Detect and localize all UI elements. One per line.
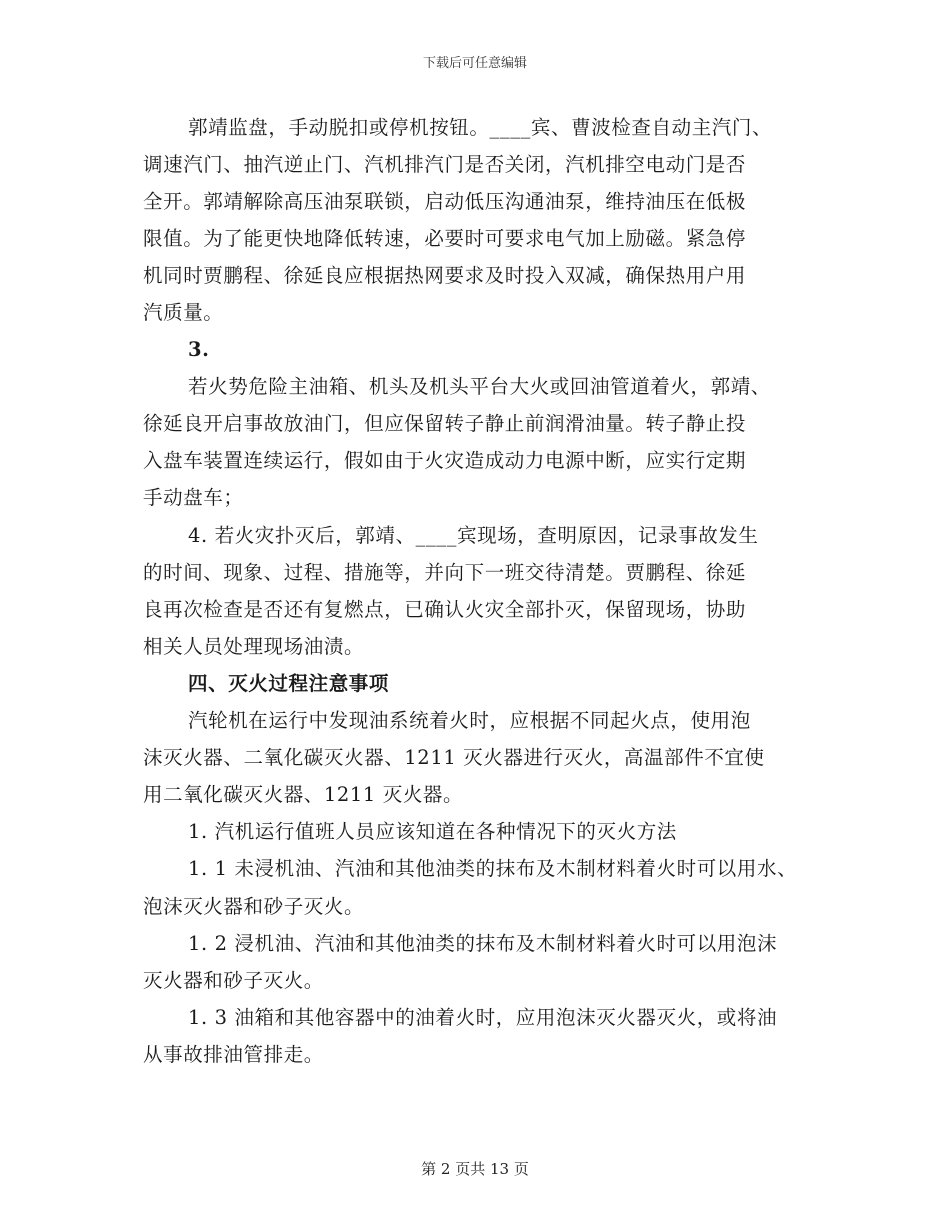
body-line: 机同时贾鹏程、徐延良应根据热网要求及时投入双减，确保热用户用	[143, 264, 747, 287]
section-heading: 四、灭火过程注意事项	[188, 672, 390, 695]
section-number: 3.	[188, 338, 210, 361]
body-line: 1. 3 油箱和其他容器中的油着火时，应用泡沫灭火器灭火，或将油	[188, 1006, 778, 1029]
body-line: 良再次检查是否还有复燃点，已确认火灾全部扑灭，保留现场，协助	[143, 598, 747, 621]
body-line: 汽质量。	[143, 301, 224, 324]
body-line: 灭火器和砂子灭火。	[143, 969, 324, 992]
body-line: 泡沫灭火器和砂子灭火。	[143, 895, 365, 918]
body-line: 1. 1 未浸机油、汽油和其他油类的抹布及木制材料着火时可以用水、	[188, 857, 798, 880]
body-line: 汽轮机在运行中发现油系统着火时，应根据不同起火点，使用泡	[188, 709, 751, 732]
body-line: 从事故排油管排走。	[143, 1043, 324, 1066]
body-line: 相关人员处理现场油渍。	[143, 635, 365, 658]
body-line: 郭靖监盘，手动脱扣或停机按钮。____宾、曹波检查自动主汽门、	[188, 116, 773, 139]
body-line: 若火势危险主油箱、机头及机头平台大火或回油管道着火，郭靖、	[188, 375, 771, 398]
page-header: 下载后可任意编辑	[422, 56, 527, 71]
body-line: 1. 汽机运行值班人员应该知道在各种情况下的灭火方法	[188, 820, 677, 843]
body-line: 入盘车装置连续运行，假如由于火灾造成动力电源中断，应实行定期	[143, 449, 747, 472]
page-footer: 第 2 页共 13 页	[421, 1160, 529, 1178]
body-line: 全开。郭靖解除高压油泵联锁，启动低压沟通油泵，维持油压在低极	[143, 190, 747, 213]
body-line: 限值。为了能更快地降低转速，必要时可要求电气加上励磁。紧急停	[143, 227, 747, 250]
body-line: 徐延良开启事故放油门，但应保留转子静止前润滑油量。转子静止投	[143, 412, 747, 435]
body-line: 1. 2 浸机油、汽油和其他油类的抹布及木制材料着火时可以用泡沫	[188, 932, 778, 955]
body-line: 沫灭火器、二氧化碳灭火器、1211 灭火器进行灭火，高温部件不宜使	[143, 746, 765, 769]
body-line: 手动盘车；	[143, 486, 244, 509]
body-line: 4. 若火灾扑灭后，郭靖、____宾现场，查明原因，记录事故发生	[188, 524, 759, 547]
body-line: 的时间、现象、过程、措施等，并向下一班交待清楚。贾鹏程、徐延	[143, 561, 747, 584]
body-line: 调速汽门、抽汽逆止门、汽机排汽门是否关闭，汽机排空电动门是否	[143, 153, 747, 176]
body-line: 用二氧化碳灭火器、1211 灭火器。	[143, 783, 464, 806]
